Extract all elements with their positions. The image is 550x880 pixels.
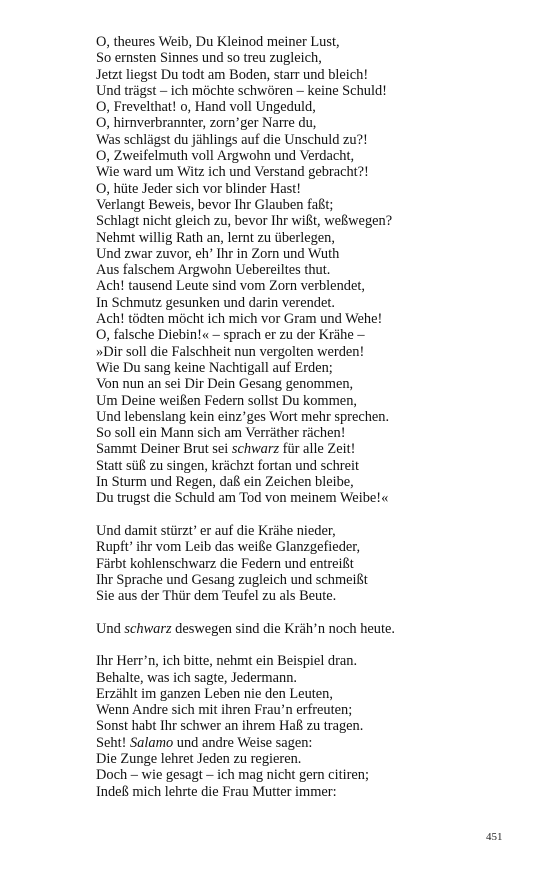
- verse-text: Und trägst – ich möchte schwören – keine Schuld!: [96, 82, 387, 99]
- verse-line: [96, 344, 526, 360]
- verse-text: Schlagt nicht gleich zu, bevor Ihr wißt, weßwegen?: [96, 213, 393, 230]
- verse-line: [96, 686, 526, 702]
- verse-text: Indeß mich lehrte die Frau Mutter immer:: [96, 783, 337, 800]
- verse-line: [96, 246, 526, 262]
- verse-line: [96, 425, 526, 441]
- verse-line: [96, 490, 526, 506]
- verse-text: O, falsche Diebin!« – sprach er zu der Krähe –: [96, 327, 365, 344]
- italic-word: schwarz: [124, 620, 172, 637]
- stanza: [96, 34, 526, 507]
- verse-line: [96, 148, 526, 164]
- verse-text: deswegen sind die Kräh’n noch heute.: [171, 620, 395, 637]
- verse-line: [96, 621, 526, 637]
- verse-line: [96, 441, 526, 457]
- verse-line: [96, 99, 526, 115]
- verse-line: [96, 409, 526, 425]
- verse-text: Ihr Sprache und Gesang zugleich und schmeißt: [96, 571, 368, 588]
- verse-line: [96, 556, 526, 572]
- verse-text: Behalte, was ich sagte, Jedermann.: [96, 669, 297, 686]
- stanza: [96, 523, 526, 604]
- verse-line: [96, 278, 526, 294]
- verse-line: [96, 784, 526, 800]
- verse-line: [96, 67, 526, 83]
- verse-line: [96, 767, 526, 783]
- verse-line: [96, 523, 526, 539]
- verse-line: [96, 360, 526, 376]
- verse-text: O, hirnverbrannter, zorn’ger Narre du,: [96, 115, 317, 132]
- stanza: [96, 621, 526, 637]
- verse-line: [96, 718, 526, 734]
- verse-line: [96, 393, 526, 409]
- verse-text: Seht!: [96, 734, 130, 751]
- verse-text: Rupft’ ihr vom Leib das weiße Glanzgefieder,: [96, 539, 361, 556]
- verse-text: Um Deine weißen Federn sollst Du kommen,: [96, 392, 357, 409]
- verse-line: [96, 702, 526, 718]
- verse-text: Erzählt im ganzen Leben nie den Leuten,: [96, 685, 333, 702]
- verse-text: Sie aus der Thür dem Teufel zu als Beute.: [96, 588, 337, 605]
- verse-text: In Schmutz gesunken und darin verendet.: [96, 294, 335, 311]
- verse-line: [96, 458, 526, 474]
- verse-line: [96, 311, 526, 327]
- verse-line: [96, 376, 526, 392]
- page-number: 451: [486, 831, 503, 843]
- stanza: [96, 653, 526, 800]
- verse-text: Du trugst die Schuld am Tod von meinem Weibe!«: [96, 490, 389, 507]
- verse-text: O, Zweifelmuth voll Argwohn und Verdacht,: [96, 148, 355, 165]
- verse-line: [96, 670, 526, 686]
- verse-text: Nehmt willig Rath an, lernt zu überlegen,: [96, 229, 335, 246]
- italic-word: Salamo: [129, 734, 174, 751]
- italic-word: schwarz: [231, 441, 280, 458]
- verse-text: Die Zunge lehret Jeden zu regieren.: [96, 751, 302, 768]
- verse-line: [96, 735, 526, 751]
- verse-text: O, hüte Jeder sich vor blinder Hast!: [96, 180, 302, 197]
- verse-text: für alle Zeit!: [279, 441, 356, 458]
- verse-text: Ach! tausend Leute sind vom Zorn verblendet,: [96, 278, 365, 295]
- verse-text: Ihr Herr’n, ich bitte, nehmt ein Beispiel dran.: [96, 653, 358, 670]
- verse-text: Statt süß zu singen, krächzt fortan und schreit: [96, 457, 359, 474]
- verse-line: [96, 572, 526, 588]
- verse-line: [96, 539, 526, 555]
- verse-line: [96, 34, 526, 50]
- verse-text: Von nun an sei Dir Dein Gesang genommen,: [96, 376, 354, 393]
- verse-line: [96, 474, 526, 490]
- verse-text: Sammt Deiner Brut sei: [96, 441, 232, 458]
- verse-text: Und damit stürzt’ er auf die Krähe nieder,: [96, 522, 336, 539]
- verse-line: [96, 181, 526, 197]
- verse-line: [96, 751, 526, 767]
- verse-line: [96, 83, 526, 99]
- verse-line: [96, 327, 526, 343]
- poem-text: [96, 34, 526, 816]
- verse-text: Aus falschem Argwohn Uebereiltes thut.: [96, 262, 331, 279]
- verse-text: Was schlägst du jählings auf die Unschuld zu?!: [96, 131, 368, 148]
- verse-line: [96, 164, 526, 180]
- verse-text: Wie ward um Witz ich und Verstand gebracht?!: [96, 164, 369, 181]
- verse-line: [96, 230, 526, 246]
- verse-text: Wenn Andre sich mit ihren Frau’n erfreuten;: [96, 702, 353, 719]
- verse-text: In Sturm und Regen, daß ein Zeichen bleibe,: [96, 474, 354, 491]
- verse-line: [96, 262, 526, 278]
- verse-text: Verlangt Beweis, bevor Ihr Glauben faßt;: [96, 196, 334, 213]
- verse-text: O, Frevelthat! o, Hand voll Ungeduld,: [96, 99, 316, 116]
- verse-text: und andre Weise sagen:: [173, 734, 313, 751]
- verse-text: Doch – wie gesagt – ich mag nicht gern citiren;: [96, 767, 369, 784]
- verse-text: So ernsten Sinnes und so treu zugleich,: [96, 50, 322, 67]
- verse-text: O, theures Weib, Du Kleinod meiner Lust,: [96, 34, 340, 50]
- verse-text: Und: [96, 620, 125, 637]
- verse-text: Wie Du sang keine Nachtigall auf Erden;: [96, 359, 333, 376]
- verse-line: [96, 588, 526, 604]
- verse-text: »Dir soll die Falschheit nun vergolten werden!: [96, 343, 365, 360]
- verse-text: So soll ein Mann sich am Verräther rächen!: [96, 425, 346, 442]
- verse-line: [96, 115, 526, 131]
- verse-text: Und lebenslang kein einz’ges Wort mehr sprechen.: [96, 408, 390, 425]
- verse-text: Jetzt liegst Du todt am Boden, starr und bleich!: [96, 66, 369, 83]
- verse-line: [96, 132, 526, 148]
- verse-line: [96, 213, 526, 229]
- verse-text: Ach! tödten möcht ich mich vor Gram und Wehe!: [96, 311, 383, 328]
- verse-line: [96, 50, 526, 66]
- verse-text: Färbt kohlenschwarz die Federn und entreißt: [96, 555, 354, 572]
- verse-line: [96, 295, 526, 311]
- verse-text: Sonst habt Ihr schwer an ihrem Haß zu tragen.: [96, 718, 364, 735]
- verse-line: [96, 197, 526, 213]
- verse-line: [96, 653, 526, 669]
- verse-text: Und zwar zuvor, eh’ Ihr in Zorn und Wuth: [96, 245, 340, 262]
